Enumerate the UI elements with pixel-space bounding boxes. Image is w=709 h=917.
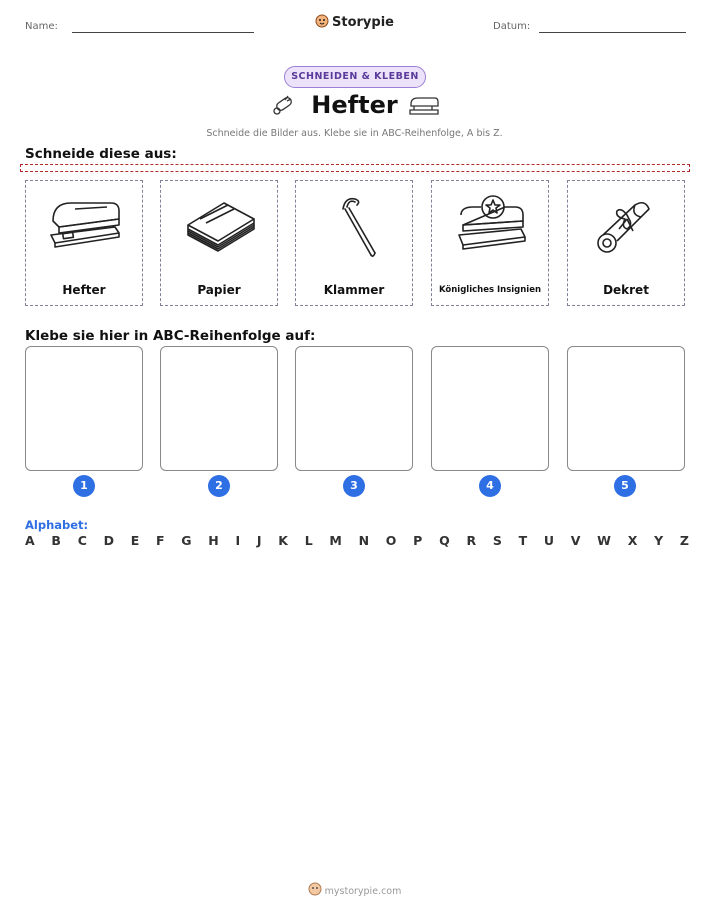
card-label: Klammer: [323, 283, 385, 297]
alphabet-letter: V: [570, 533, 581, 548]
alphabet-letter: F: [156, 533, 165, 548]
stapler-icon: [45, 189, 125, 259]
paste-slot[interactable]: [160, 346, 278, 471]
name-label: Name:: [25, 21, 58, 32]
card-label: Papier: [197, 283, 241, 297]
alphabet-letter: G: [181, 533, 192, 548]
activity-badge: SCHNEIDEN & KLEBEN: [284, 66, 426, 88]
alphabet-letter: C: [77, 533, 87, 548]
paste-slot[interactable]: [431, 346, 549, 471]
cut-line: [20, 164, 690, 172]
alphabet-letter: L: [304, 533, 313, 548]
paste-slot[interactable]: [295, 346, 413, 471]
alphabet-letter: X: [627, 533, 638, 548]
alphabet-letter: Y: [654, 533, 664, 548]
footer: [0, 882, 709, 897]
slot-number: 5: [614, 475, 636, 497]
staple-hook-icon: [315, 189, 395, 259]
alphabet-letter: Z: [679, 533, 689, 548]
alphabet-letter: Q: [439, 533, 450, 548]
scroll-icon: [587, 189, 667, 259]
alphabet-letter: H: [208, 533, 219, 548]
storypie-logo-icon: [315, 14, 329, 28]
cut-card[interactable]: [567, 180, 685, 306]
slot-number: 2: [208, 475, 230, 497]
alphabet-letter: J: [256, 533, 262, 548]
cut-card[interactable]: [295, 180, 413, 306]
paste-section-heading: Klebe sie hier in ABC-Reihenfolge auf:: [25, 328, 316, 344]
cut-card[interactable]: [25, 180, 143, 306]
page-title: Hefter: [311, 91, 398, 119]
paste-slot[interactable]: [567, 346, 685, 471]
date-line[interactable]: [539, 32, 686, 33]
cut-section-heading: Schneide diese aus:: [25, 146, 177, 162]
alphabet-letter: W: [597, 533, 611, 548]
date-label: Datum:: [493, 21, 531, 32]
alphabet-letter: U: [543, 533, 554, 548]
cut-card[interactable]: [160, 180, 278, 306]
alphabet-letter: D: [103, 533, 114, 548]
card-label: Hefter: [62, 283, 106, 297]
alphabet-letter: E: [130, 533, 140, 548]
stapler-icon: [408, 94, 440, 122]
slot-number: 4: [479, 475, 501, 497]
alphabet-letter: A: [25, 533, 35, 548]
alphabet-letter: M: [329, 533, 342, 548]
instructions: Schneide die Bilder aus. Klebe sie in ABC-Reihenfolge, A bis Z.: [206, 128, 503, 139]
alphabet-heading: Alphabet:: [25, 518, 89, 532]
alphabet-letter: B: [51, 533, 61, 548]
alphabet-letter: S: [492, 533, 502, 548]
paste-slot[interactable]: [25, 346, 143, 471]
brand: [0, 14, 709, 30]
footer-url[interactable]: mystorypie.com: [324, 886, 402, 897]
storypie-logo-icon: [308, 882, 322, 896]
card-label: Dekret: [603, 283, 649, 297]
alphabet-letter: T: [518, 533, 528, 548]
cut-card[interactable]: [431, 180, 549, 306]
brand-name: Storypie: [332, 15, 394, 30]
paper-stack-icon: [180, 189, 260, 259]
slot-number: 1: [73, 475, 95, 497]
name-line[interactable]: [72, 32, 254, 33]
card-label: Königliches Insignien: [438, 285, 542, 295]
alphabet-letter: K: [278, 533, 288, 548]
slot-number: 3: [343, 475, 365, 497]
alphabet-row: [25, 533, 689, 548]
alphabet-letter: I: [235, 533, 241, 548]
alphabet-letter: O: [385, 533, 397, 548]
alphabet-letter: N: [358, 533, 370, 548]
alphabet-letter: P: [413, 533, 423, 548]
royal-stapler-icon: [451, 189, 531, 259]
alphabet-letter: R: [466, 533, 477, 548]
